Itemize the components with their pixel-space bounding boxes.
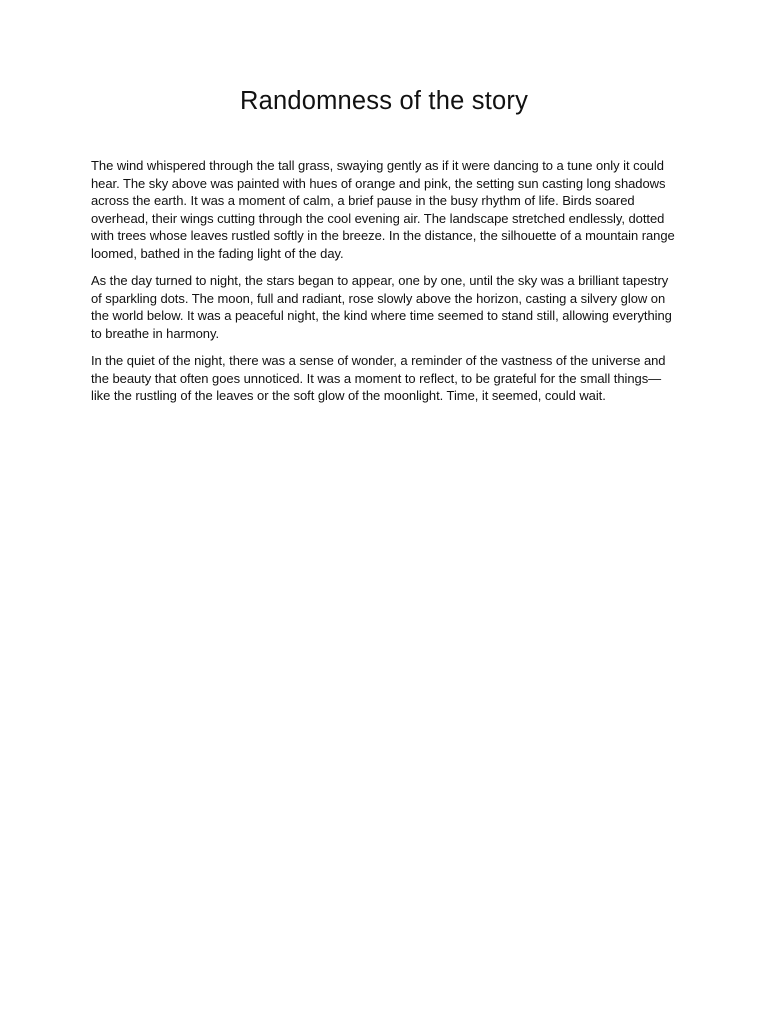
document-body <box>91 157 679 414</box>
document-title: Randomness of the story <box>239 87 529 115</box>
body-paragraph-2: As the day turned to night, the stars began to appear, one by one, until the sky was a brilliant tapestry of sparkling dots. The moon, full and radiant, rose slowly above the horizon, casting a silvery glow on the world below. It was a peaceful night, the kind where time seemed to stand still, allowing everything to breathe in harmony. <box>91 273 672 341</box>
body-paragraph-1: The wind whispered through the tall grass, swaying gently as if it were dancing to a tune only it could hear. The sky above was painted with hues of orange and pink, the setting sun casting long shadows across the earth. It was a moment of calm, a brief pause in the busy rhythm of life. Birds soared overhead, their wings cutting through the cool evening air. The landscape stretched endlessly, dotted with trees whose leaves rustled softly in the breeze. In the distance, the silhouette of a mountain range loomed, bathed in the fading light of the day. <box>91 158 675 261</box>
body-paragraph-3: In the quiet of the night, there was a sense of wonder, a reminder of the vastness of the universe and the beauty that often goes unnoticed. It was a moment to reflect, to be grateful for the small things—like the rustling of the leaves or the soft glow of the moonlight. Time, it seemed, could wait. <box>91 352 666 404</box>
